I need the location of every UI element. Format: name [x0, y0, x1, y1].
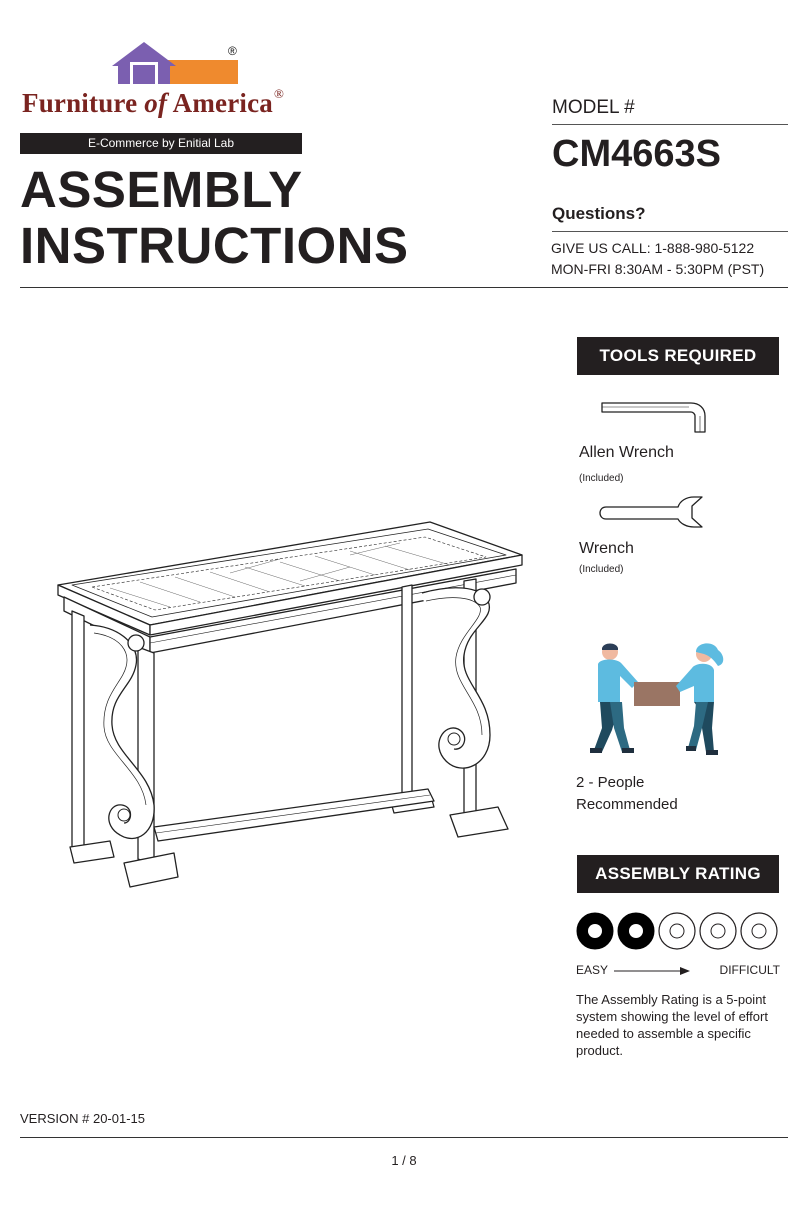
- model-divider: [552, 124, 788, 125]
- console-table-illustration: [50, 515, 530, 895]
- questions-heading: Questions?: [552, 204, 646, 223]
- rating-dot-filled: [577, 913, 613, 949]
- page-title: ASSEMBLY INSTRUCTIONS: [20, 161, 409, 274]
- wrench-label: Wrench: [579, 540, 634, 557]
- header-divider: [20, 287, 788, 288]
- assembly-rating-header: ASSEMBLY RATING: [577, 855, 779, 893]
- allen-wrench-note: (Included): [579, 473, 624, 484]
- page-number: 1 / 8: [391, 1153, 417, 1168]
- rating-dot-filled: [618, 913, 654, 949]
- rating-dot-empty: [700, 913, 736, 949]
- wrench-icon: [598, 495, 706, 531]
- two-people-carrying-icon: [578, 640, 732, 760]
- wrench-note: (Included): [579, 564, 624, 575]
- model-number: CM4663S: [552, 133, 721, 175]
- easy-label: EASY: [576, 963, 609, 977]
- people-recommendation: 2 - People Recommended: [576, 774, 678, 813]
- brand-name: Furniture of America®: [22, 86, 285, 118]
- arrow-right-icon: [614, 966, 690, 976]
- questions-divider: [552, 231, 788, 232]
- tools-required-header: TOOLS REQUIRED: [577, 337, 779, 375]
- rating-dot-empty: [741, 913, 777, 949]
- version-number: VERSION # 20-01-15: [20, 1111, 146, 1126]
- allen-wrench-label: Allen Wrench: [579, 444, 674, 461]
- footer-divider: [20, 1137, 788, 1138]
- registered-mark: ®: [228, 44, 237, 58]
- difficult-label: DIFFICULT: [719, 963, 780, 977]
- brand-tagline: E-Commerce by Enitial Lab: [20, 133, 302, 154]
- hours-line: MON-FRI 8:30AM - 5:30PM (PST): [551, 261, 765, 277]
- allen-wrench-icon: [599, 398, 711, 438]
- model-label: MODEL #: [552, 97, 635, 118]
- difficulty-scale: [576, 963, 780, 979]
- rating-description: The Assembly Rating is a 5-point system showing the level of effort needed to assemble a specific product.: [576, 992, 768, 1058]
- phone-line: GIVE US CALL: 1-888-980-5122: [551, 240, 755, 256]
- assembly-rating-dots: [575, 910, 780, 952]
- furniture-of-america-logo-icon: [110, 40, 240, 86]
- rating-dot-empty: [659, 913, 695, 949]
